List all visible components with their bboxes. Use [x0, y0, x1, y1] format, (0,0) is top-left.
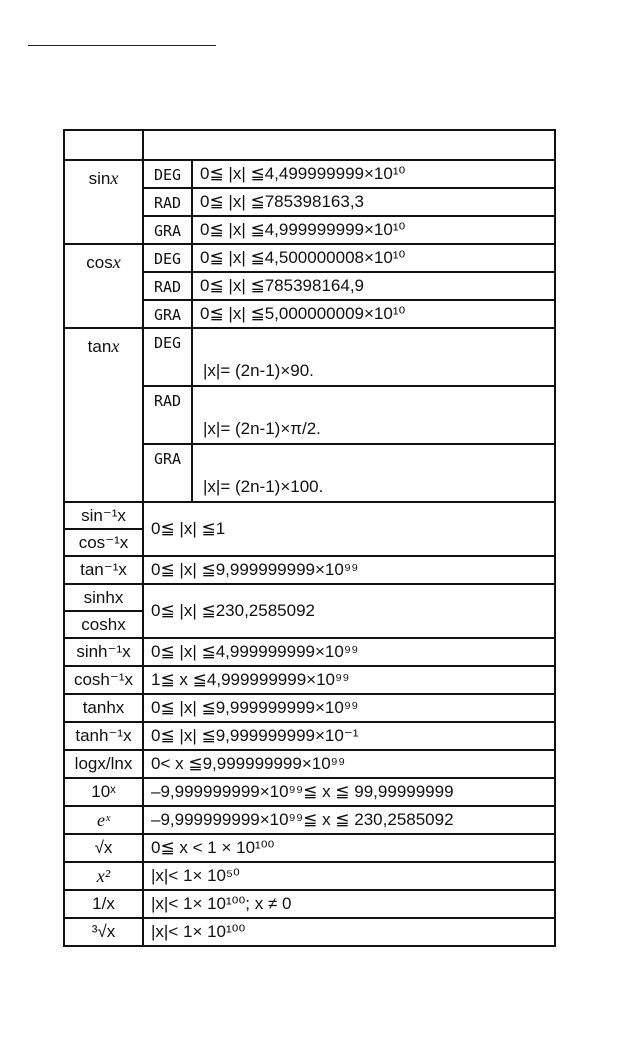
fn-asinh: sinh⁻¹x — [64, 638, 143, 666]
range-reciprocal: |x|< 1× 10¹⁰⁰; x ≠ 0 — [143, 890, 555, 918]
range-tan-rad: |x|= (2n-1)×π/2. — [192, 386, 555, 444]
range-tanh: 0≦ |x| ≦9,999999999×10⁹⁹ — [143, 694, 555, 722]
fn-reciprocal: 1/x — [64, 890, 143, 918]
fn-pow10: 10ˣ — [64, 778, 143, 806]
header-function — [64, 130, 143, 160]
fn-tan: tanx — [64, 328, 143, 502]
range-tan-deg: |x|= (2n-1)×90. — [192, 328, 555, 386]
mode-rad: RAD — [143, 188, 192, 216]
fn-sinh: sinhx — [64, 584, 143, 611]
range-sinh-cosh: 0≦ |x| ≦230,2585092 — [143, 584, 555, 638]
range-square: |x|< 1× 10⁵⁰ — [143, 862, 555, 890]
mode-deg: DEG — [143, 328, 192, 386]
fn-tanh: tanhx — [64, 694, 143, 722]
range-exp: –9,999999999×10⁹⁹≦ x ≦ 230,2585092 — [143, 806, 555, 834]
fn-cos: cosx — [64, 244, 143, 328]
fn-atan: tan⁻¹x — [64, 556, 143, 584]
range-atanh: 0≦ |x| ≦9,999999999×10⁻¹ — [143, 722, 555, 750]
range-cos-rad: 0≦ |x| ≦785398164,9 — [192, 272, 555, 300]
range-atan: 0≦ |x| ≦9,999999999×10⁹⁹ — [143, 556, 555, 584]
range-acosh: 1≦ x ≦4,999999999×10⁹⁹ — [143, 666, 555, 694]
range-cos-gra: 0≦ |x| ≦5,000000009×10¹⁰ — [192, 300, 555, 328]
range-cbrt: |x|< 1× 10¹⁰⁰ — [143, 918, 555, 946]
range-log: 0< x ≦9,999999999×10⁹⁹ — [143, 750, 555, 778]
range-sin-deg: 0≦ |x| ≦4,499999999×10¹⁰ — [192, 160, 555, 188]
range-sin-rad: 0≦ |x| ≦785398163,3 — [192, 188, 555, 216]
fn-acos: cos⁻¹x — [64, 529, 143, 556]
fn-sqrt: √x — [64, 834, 143, 862]
range-cos-deg: 0≦ |x| ≦4,500000008×10¹⁰ — [192, 244, 555, 272]
mode-deg: DEG — [143, 244, 192, 272]
mode-rad: RAD — [143, 386, 192, 444]
fn-sin: sinx — [64, 160, 143, 244]
range-sin-gra: 0≦ |x| ≦4,999999999×10¹⁰ — [192, 216, 555, 244]
fn-cosh: coshx — [64, 611, 143, 638]
mode-rad: RAD — [143, 272, 192, 300]
range-pow10: –9,999999999×10⁹⁹≦ x ≦ 99,99999999 — [143, 778, 555, 806]
fn-asin: sin⁻¹x — [64, 502, 143, 529]
range-asin-acos: 0≦ |x| ≦1 — [143, 502, 555, 556]
range-sqrt: 0≦ x < 1 × 10¹⁰⁰ — [143, 834, 555, 862]
fn-square: x² — [64, 862, 143, 890]
fn-cbrt: ³√x — [64, 918, 143, 946]
top-rule — [28, 45, 216, 46]
mode-gra: GRA — [143, 216, 192, 244]
fn-atanh: tanh⁻¹x — [64, 722, 143, 750]
mode-gra: GRA — [143, 300, 192, 328]
fn-acosh: cosh⁻¹x — [64, 666, 143, 694]
range-asinh: 0≦ |x| ≦4,999999999×10⁹⁹ — [143, 638, 555, 666]
range-tan-gra: |x|= (2n-1)×100. — [192, 444, 555, 502]
mode-deg: DEG — [143, 160, 192, 188]
fn-exp: eˣ — [64, 806, 143, 834]
mode-gra: GRA — [143, 444, 192, 502]
header-range — [143, 130, 555, 160]
fn-log: logx/lnx — [64, 750, 143, 778]
input-range-table — [63, 129, 556, 947]
